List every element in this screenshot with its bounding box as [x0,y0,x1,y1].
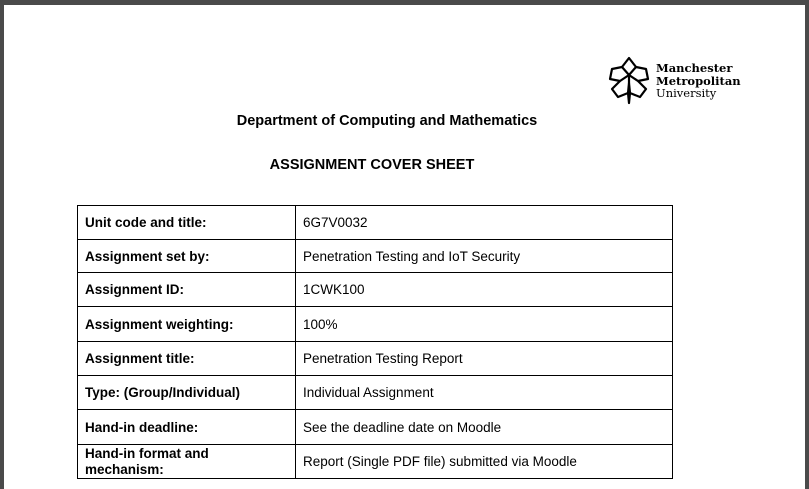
row-label: Unit code and title: [78,206,296,240]
table-row [78,206,673,240]
table-row [78,410,673,445]
row-value: Penetration Testing and IoT Security [296,240,673,273]
department-heading: Department of Computing and Mathematics [236,113,538,129]
logo-line-2: Metropolitan [656,73,741,88]
row-value: Penetration Testing Report [296,342,673,376]
row-value: Report (Single PDF file) submitted via Moodle [296,445,673,479]
row-label: Hand-in deadline: [78,410,296,445]
logo-line-1: Manchester [656,61,733,75]
row-label: Type: (Group/Individual) [78,376,296,410]
university-logo [606,55,756,111]
row-value: 1CWK100 [296,273,673,307]
table-row [78,240,673,273]
row-label: Assignment set by: [78,240,296,273]
row-label: Assignment ID: [78,273,296,307]
row-label: Hand-in format and mechanism: [78,445,296,479]
cover-sheet-title: ASSIGNMENT COVER SHEET [269,157,475,173]
logo-line-3: University [656,86,717,100]
mmu-emblem-icon [606,55,652,107]
table-row [78,273,673,307]
logo-wordmark [656,62,741,100]
row-label: Assignment weighting: [78,307,296,342]
row-value: 6G7V0032 [296,206,673,240]
row-label: Assignment title: [78,342,296,376]
table-row [78,342,673,376]
cover-sheet-table [77,205,673,479]
table-row [78,376,673,410]
row-value: See the deadline date on Moodle [296,410,673,445]
table-row [78,445,673,479]
document-page [6,5,803,489]
row-value: Individual Assignment [296,376,673,410]
row-value: 100% [296,307,673,342]
table-row [78,307,673,342]
